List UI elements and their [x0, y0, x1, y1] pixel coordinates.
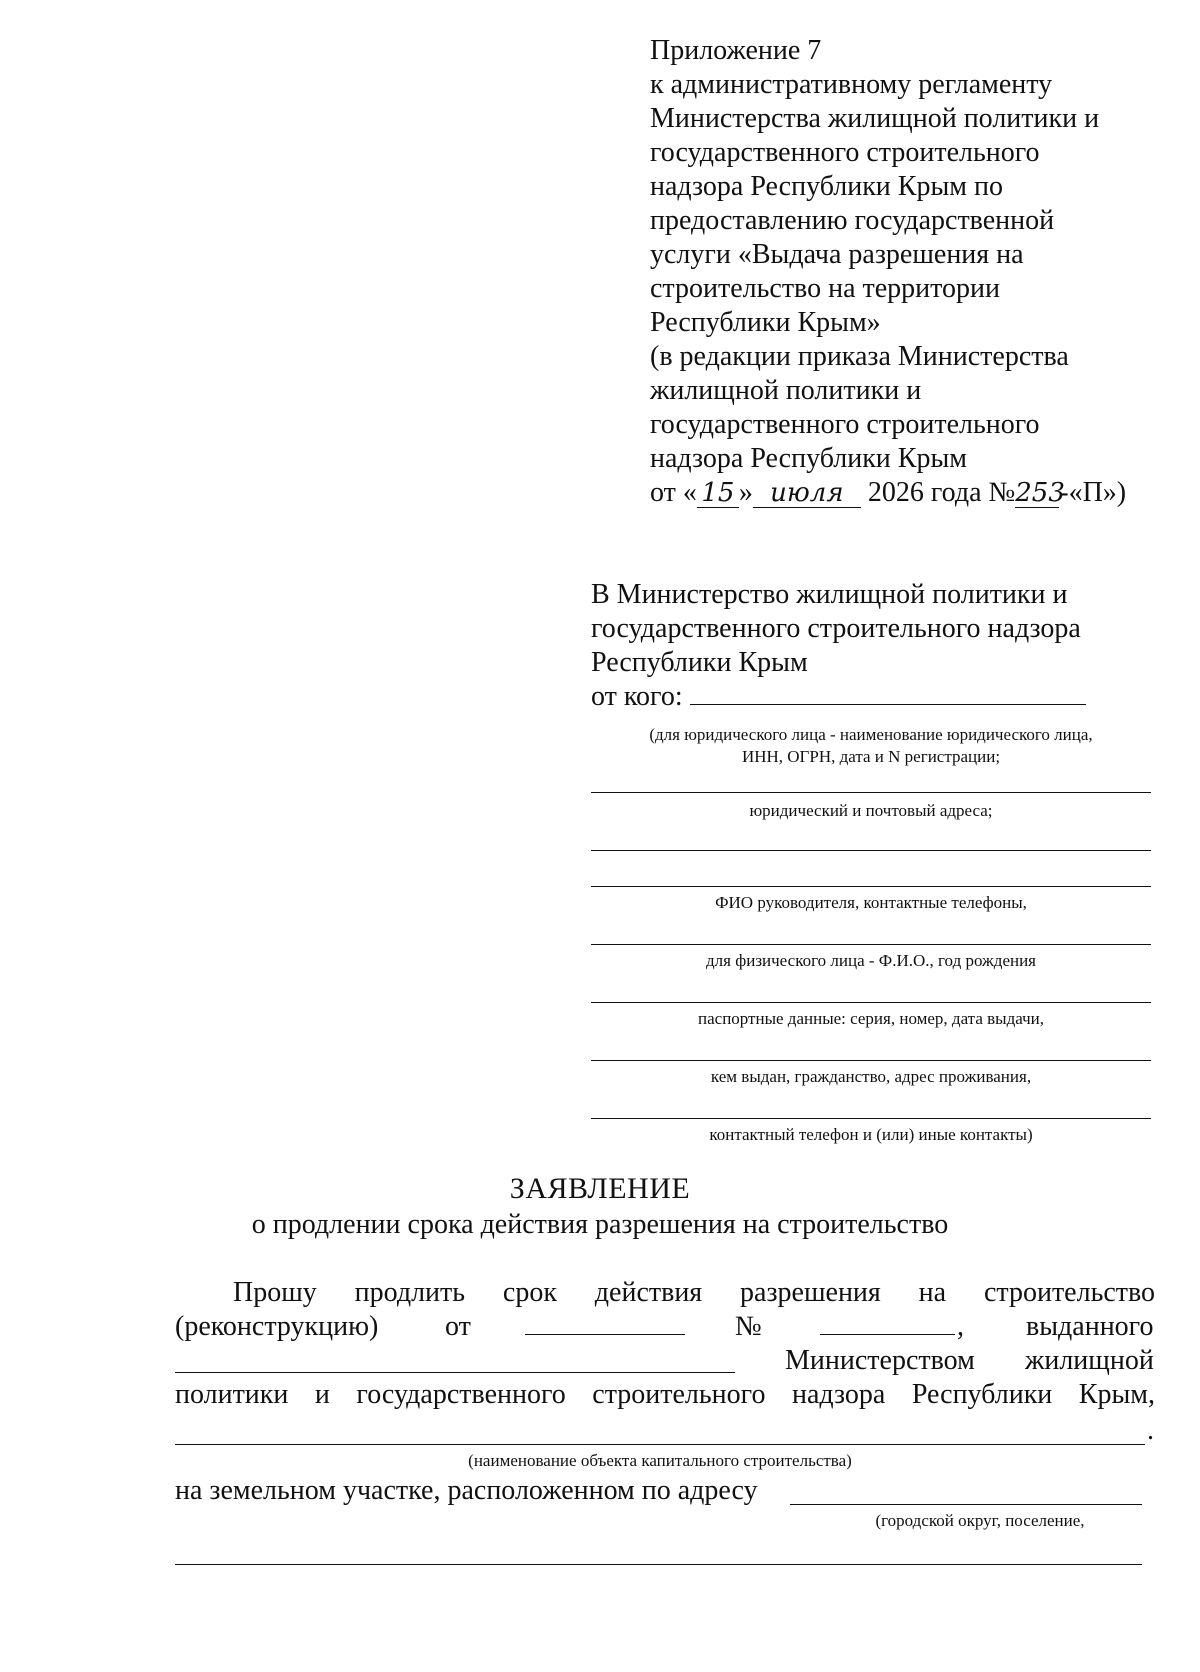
body-word: политики [175, 1379, 289, 1410]
date-prefix: от « [650, 477, 697, 508]
body-word: государственного [356, 1379, 566, 1410]
appendix-line: Республики Крым» [650, 307, 881, 338]
body-word: действия [594, 1277, 703, 1308]
hint-address-district: (городской округ, поселение, [875, 1511, 1085, 1530]
body-text: выданного [1026, 1311, 1154, 1342]
appendix-line: Приложение 7 [650, 35, 822, 66]
address-field[interactable] [790, 1504, 1142, 1505]
issuer-field[interactable] [175, 1372, 735, 1373]
order-date-line [650, 476, 1170, 510]
from-field[interactable] [690, 680, 1086, 705]
appendix-line: к административному регламенту [650, 69, 1053, 100]
field-line-2[interactable] [591, 850, 1151, 851]
body-text: Министерством [785, 1345, 975, 1376]
appendix-line: услуги «Выдача разрешения на [650, 239, 1024, 270]
appendix-header [650, 34, 1170, 510]
body-word: срок [502, 1277, 557, 1308]
appendix-line: (в редакции приказа Министерства [650, 341, 1069, 372]
body-word: на [918, 1277, 947, 1308]
document-title: ЗАЯВЛЕНИЕ [509, 1172, 691, 1205]
field-line-6[interactable] [591, 1060, 1151, 1061]
body-word: Крым, [1078, 1379, 1156, 1410]
body-word: продлить [354, 1277, 466, 1308]
hint-object-name: (наименование объекта капитального строительства) [468, 1451, 852, 1470]
hint-legal-entity: (для юридического лица - наименование юридического лица, [649, 725, 1093, 744]
body-line-4 [175, 1378, 1155, 1412]
appendix-line: строительство на территории [650, 273, 1000, 304]
hint-director: ФИО руководителя, контактные телефоны, [715, 893, 1027, 912]
date-year-text: 2026 года № [867, 477, 1016, 508]
appendix-line: жилищной политики и [650, 375, 922, 406]
field-line-4[interactable] [591, 944, 1151, 945]
from-label: от кого: [591, 681, 683, 712]
hint-issued-by: кем выдан, гражданство, адрес проживания, [710, 1067, 1032, 1086]
number-sign: № [735, 1311, 762, 1342]
field-line-1[interactable] [591, 792, 1151, 793]
hint-contacts: контактный телефон и (или) иные контакты) [709, 1125, 1033, 1144]
body-text: (реконструкцию) [175, 1311, 379, 1342]
recipient-line: государственного строительного надзора [591, 613, 1081, 644]
body-text: , [957, 1311, 964, 1342]
body-word: строительного [592, 1379, 766, 1410]
land-plot-text: на земельном участке, расположенном по адресу [175, 1475, 758, 1506]
body-text: от [445, 1311, 471, 1342]
from-line [591, 680, 1151, 714]
body-word: разрешения [740, 1277, 881, 1308]
field-line-5[interactable] [591, 1002, 1151, 1003]
hint-passport: паспортные данные: серия, номер, дата выдачи, [698, 1009, 1044, 1028]
address-field-2[interactable] [175, 1564, 1142, 1565]
recipient-line: Республики Крым [591, 647, 808, 678]
body-text: жилищной [1025, 1345, 1154, 1376]
object-name-field[interactable] [175, 1444, 1145, 1445]
body-line-1 [175, 1276, 1155, 1310]
appendix-line: государственного строительного [650, 137, 1040, 168]
period: . [1147, 1415, 1154, 1446]
appendix-line: предоставлению государственной [650, 205, 1055, 236]
body-word: Республики [911, 1379, 1053, 1410]
appendix-line: государственного строительного [650, 409, 1040, 440]
appendix-line: надзора Республики Крым [650, 443, 967, 474]
document-subtitle: о продлении срока действия разрешения на строительство [251, 1209, 949, 1240]
permit-number-field[interactable] [820, 1310, 955, 1335]
recipient-line: В Министерство жилищной политики и [591, 579, 1068, 610]
recipient-block [591, 578, 1151, 714]
handwritten-order-number: 253 [1015, 478, 1065, 508]
permit-date-field[interactable] [525, 1310, 685, 1335]
hint-address: юридический и почтовый адреса; [749, 801, 993, 820]
field-line-7[interactable] [591, 1118, 1151, 1119]
appendix-line: надзора Республики Крым по [650, 171, 1003, 202]
appendix-line: Министерства жилищной политики и [650, 103, 1100, 134]
body-word: и [314, 1379, 330, 1410]
hint-registration: ИНН, ОГРН, дата и N регистрации; [741, 747, 1001, 766]
body-word: надзора [791, 1379, 886, 1410]
date-quote-close: » [738, 477, 753, 508]
handwritten-month: июля [753, 479, 861, 508]
order-suffix: -«П») [1059, 477, 1127, 508]
body-word: строительство [983, 1277, 1156, 1308]
field-line-3[interactable] [591, 886, 1151, 887]
handwritten-day: 15 [697, 479, 739, 508]
body-word: Прошу [233, 1277, 317, 1308]
hint-individual: для физического лица - Ф.И.О., год рождения [706, 951, 1036, 970]
